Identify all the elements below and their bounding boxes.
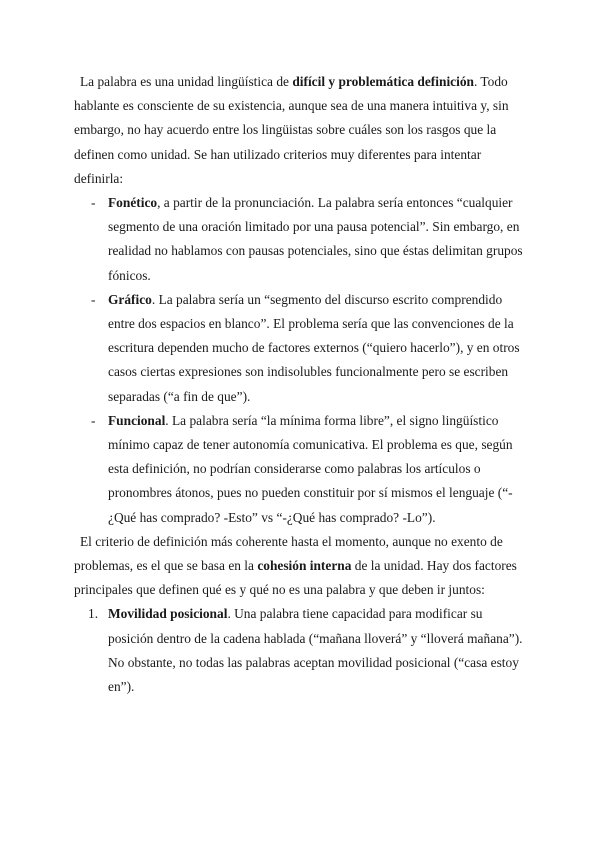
document-body bbox=[74, 70, 526, 699]
criterion-text: . La palabra sería un “segmento del discurso escrito comprendido entre dos espacios en blanco”. El problema sería que las convenciones de la escritura dependen mucho de factores externos (“quiero hacerlo”), y en otros casos ciertas expresiones son indisolubles funcionalmente pero se escriben separadas (“a fin de que”). bbox=[108, 291, 520, 404]
criterion-item-grafico bbox=[108, 288, 526, 409]
factor-item-movilidad bbox=[88, 602, 526, 699]
intro-emphasis: difícil y problemática definición bbox=[292, 74, 474, 89]
factor-name: Movilidad posicional bbox=[108, 606, 228, 622]
factor-text: . Una palabra tiene capacidad para modificar su posición dentro de la cadena hablada (“mañana lloverá” y “lloverá mañana”). No obstante, no todas las palabras aceptan movilidad posicional (“casa estoy en”). bbox=[108, 606, 523, 695]
intro-text: La palabra es una unidad lingüística de bbox=[80, 74, 293, 89]
criterion-name: Fonético bbox=[108, 195, 158, 211]
criterion-item-funcional bbox=[108, 409, 526, 530]
cohesion-emphasis: cohesión interna bbox=[257, 558, 352, 574]
criterion-text: . La palabra sería “la mínima forma libre”, el signo lingüístico mínimo capaz de tener autonomía comunicativa. El problema es que, según esta definición, no podrían considerarse como palabras los artículos o pronombres átonos, pues no pueden constituir por sí mismos el lenguaje (“-¿Qué has comprado? -Esto” vs “-¿Qué has comprado? -Lo”). bbox=[108, 412, 513, 525]
criterion-item-fonetico bbox=[108, 191, 526, 288]
factor-number: 1. bbox=[88, 606, 99, 622]
cohesion-text: El criterio de definición más coherente hasta el momento, aunque no exento de problemas, es el que se basa en la bbox=[74, 533, 503, 574]
factors-list bbox=[74, 602, 526, 699]
criteria-list bbox=[74, 191, 526, 530]
intro-text-continued: . Todo hablante es consciente de su existencia, aunque sea de una manera intuitiva y, sin embargo, no hay acuerdo entre los lingüistas sobre cuáles son los rasgos que la definen como unidad. Se han utilizado criterios muy diferentes para intentar definirla: bbox=[74, 74, 509, 186]
cohesion-text-continued: de la unidad. Hay dos factores principales que definen qué es y qué no es una palabra y que deben ir juntos: bbox=[74, 558, 517, 598]
criterion-name: Gráfico bbox=[108, 291, 152, 307]
intro-paragraph bbox=[74, 70, 526, 191]
criterion-name: Funcional bbox=[108, 412, 166, 428]
cohesion-paragraph bbox=[74, 530, 526, 603]
criterion-text: , a partir de la pronunciación. La palabra sería entonces “cualquier segmento de una oración limitado por una pausa potencial”. Sin embargo, en realidad no hablamos con pausas potenciales, sino que éstas delimitan grupos fónicos. bbox=[108, 195, 523, 283]
